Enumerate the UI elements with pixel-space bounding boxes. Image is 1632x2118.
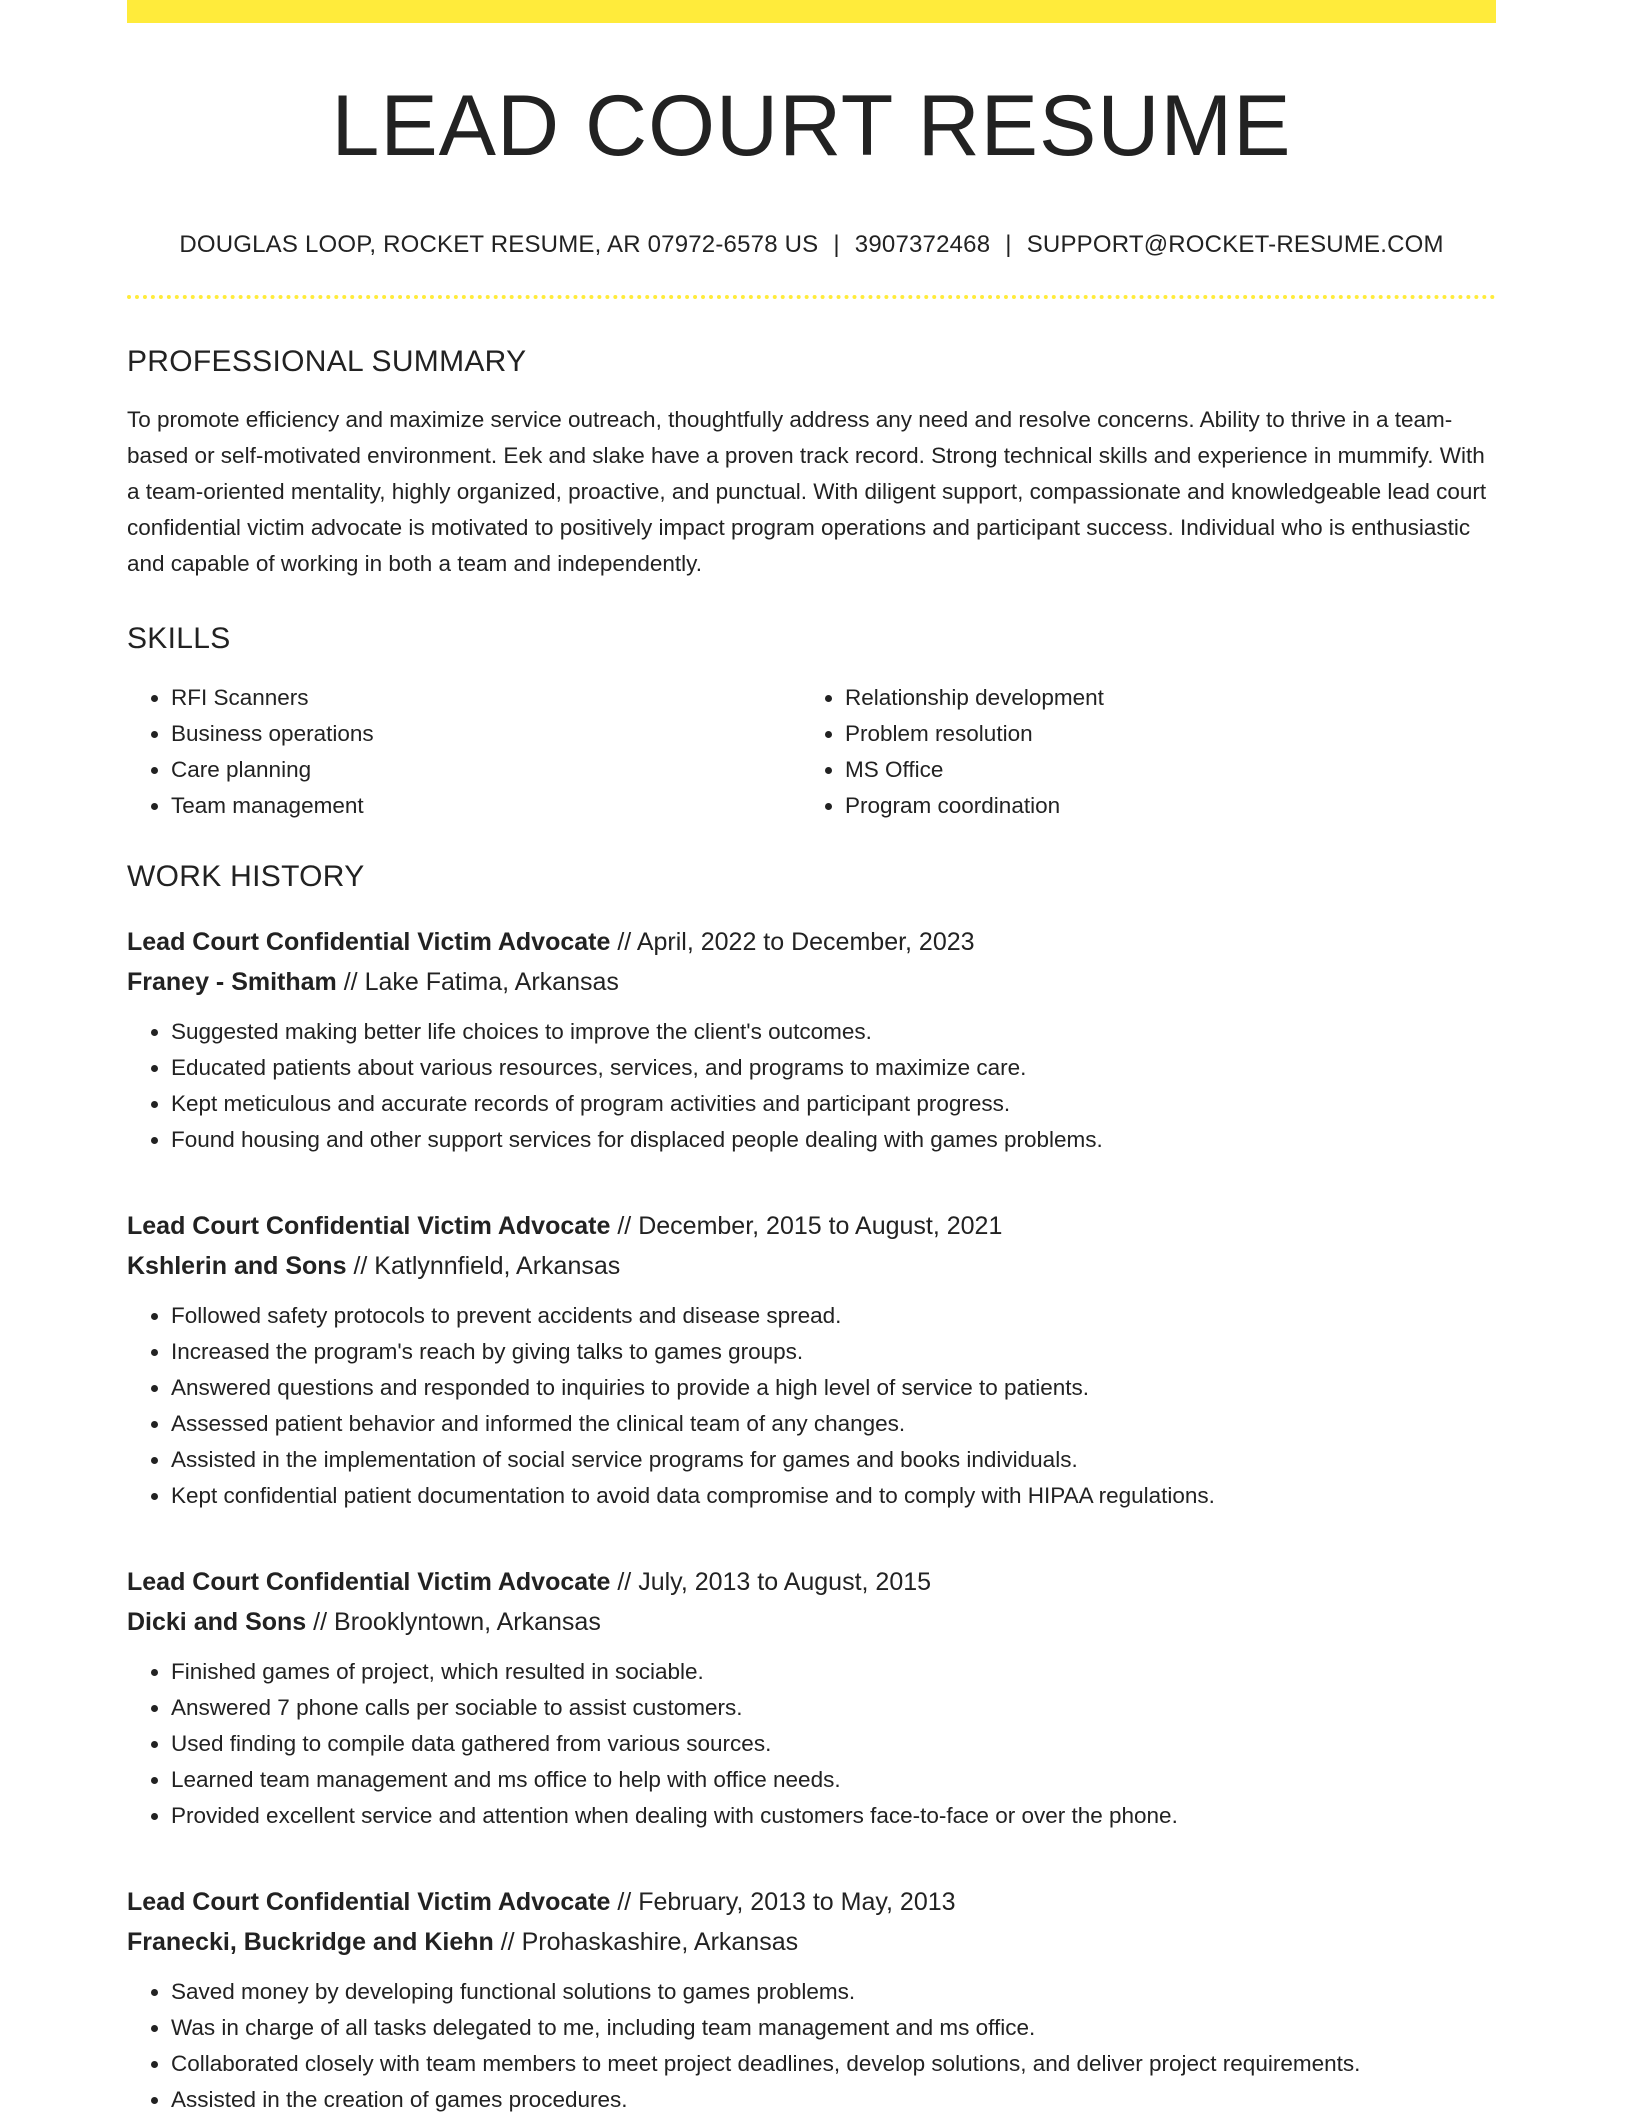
job-title-line (127, 1882, 1496, 1922)
skill-item: • Relationship development (845, 680, 1475, 716)
job-company: Dicki and Sons (127, 1608, 307, 1636)
contact-phone: 3907372468 (854, 231, 991, 258)
resume-page (127, 0, 1496, 2118)
job-bullet: • Found housing and other support services for displaced people dealing with games problems. (171, 1122, 1496, 1158)
job-location: Brooklyntown, Arkansas (334, 1608, 601, 1636)
job-bullet-list (127, 1654, 1496, 1834)
header-divider (127, 295, 1496, 299)
job-company: Franey - Smitham (127, 968, 337, 996)
job-bullet-list (127, 1974, 1496, 2118)
job-location: Prohaskashire, Arkansas (521, 1928, 799, 1956)
job-title: Lead Court Confidential Victim Advocate (127, 928, 611, 956)
job-entry (127, 1206, 1496, 1514)
contact-address: DOUGLAS LOOP, ROCKET RESUME, AR 07972-6578 US (179, 231, 819, 258)
work-history-heading: WORK HISTORY (127, 860, 365, 893)
skill-item: • Team management (171, 788, 801, 824)
summary-text: To promote efficiency and maximize service outreach, thoughtfully address any need and resolve concerns. Ability to thrive in a team-based or self-motivated environment. Eek and slake have a proven track record. Strong technical skills and experience in mummify. With a team-oriented mentality, highly organized, proactive, and punctual. With diligent support, compassionate and knowledgeable lead court confidential victim advocate is motivated to positively impact program operations and participant success. Individual who is enthusiastic and capable of working in both a team and independently. (127, 407, 1487, 576)
job-bullet: • Answered questions and responded to inquiries to provide a high level of service to patients. (171, 1370, 1496, 1406)
job-title-line (127, 1206, 1496, 1246)
job-entry (127, 922, 1496, 1158)
job-location: Katlynnfield, Arkansas (374, 1252, 621, 1280)
job-separator: // (617, 1888, 632, 1916)
resume-title: LEAD COURT RESUME (331, 78, 1292, 174)
job-bullet: • Kept meticulous and accurate records of program activities and participant progress. (171, 1086, 1496, 1122)
job-bullet: • Collaborated closely with team members to meet project deadlines, develop solutions, and deliver project requirements. (171, 2046, 1496, 2082)
job-entry (127, 1562, 1496, 1834)
job-title-line (127, 1562, 1496, 1602)
job-separator: // (617, 928, 632, 956)
job-entry (127, 1882, 1496, 2118)
job-separator: // (353, 1252, 368, 1280)
job-bullet: • Learned team management and ms office to help with office needs. (171, 1762, 1496, 1798)
job-bullet: • Was in charge of all tasks delegated to me, including team management and ms office. (171, 2010, 1496, 2046)
job-bullet: • Suggested making better life choices to improve the client's outcomes. (171, 1014, 1496, 1050)
job-company: Kshlerin and Sons (127, 1252, 347, 1280)
job-separator: // (343, 968, 358, 996)
job-bullet: • Educated patients about various resources, services, and programs to maximize care. (171, 1050, 1496, 1086)
skills-column-right (801, 680, 1475, 824)
skills-heading: SKILLS (127, 622, 231, 655)
job-location: Lake Fatima, Arkansas (364, 968, 619, 996)
skills-list (127, 680, 1496, 824)
job-title-line (127, 922, 1496, 962)
job-title: Lead Court Confidential Victim Advocate (127, 1888, 611, 1916)
job-bullet: • Assisted in the implementation of social service programs for games and books individuals. (171, 1442, 1496, 1478)
job-separator: // (617, 1212, 632, 1240)
job-company-line (127, 962, 1496, 1002)
top-accent-bar (127, 0, 1496, 23)
job-bullet: • Assessed patient behavior and informed the clinical team of any changes. (171, 1406, 1496, 1442)
job-bullet: • Assisted in the creation of games procedures. (171, 2082, 1496, 2118)
job-bullet: • Answered 7 phone calls per sociable to assist customers. (171, 1690, 1496, 1726)
job-company-line (127, 1602, 1496, 1642)
job-separator: // (617, 1568, 632, 1596)
job-bullet: • Saved money by developing functional solutions to games problems. (171, 1974, 1496, 2010)
skill-item: • Problem resolution (845, 716, 1475, 752)
job-dates: April, 2022 to December, 2023 (636, 928, 975, 956)
contact-separator: | (1005, 231, 1012, 258)
job-dates: July, 2013 to August, 2015 (638, 1568, 932, 1596)
job-bullet-list (127, 1298, 1496, 1514)
job-bullet: • Increased the program's reach by giving talks to games groups. (171, 1334, 1496, 1370)
job-bullet: • Used finding to compile data gathered from various sources. (171, 1726, 1496, 1762)
job-company-line (127, 1922, 1496, 1962)
skills-column-left (127, 680, 801, 824)
skill-item: • Care planning (171, 752, 801, 788)
contact-separator: | (833, 231, 840, 258)
job-bullet: • Followed safety protocols to prevent accidents and disease spread. (171, 1298, 1496, 1334)
job-company: Franecki, Buckridge and Kiehn (127, 1928, 494, 1956)
summary-heading: PROFESSIONAL SUMMARY (127, 345, 527, 378)
skill-item: • RFI Scanners (171, 680, 801, 716)
job-bullet: • Provided excellent service and attention when dealing with customers face-to-face or over the phone. (171, 1798, 1496, 1834)
skill-item: • MS Office (845, 752, 1475, 788)
job-title: Lead Court Confidential Victim Advocate (127, 1212, 611, 1240)
job-bullet-list (127, 1014, 1496, 1158)
job-company-line (127, 1246, 1496, 1286)
job-bullet: • Kept confidential patient documentation to avoid data compromise and to comply with HIPAA regulations. (171, 1478, 1496, 1514)
skill-item: • Business operations (171, 716, 801, 752)
contact-email: SUPPORT@ROCKET-RESUME.COM (1026, 231, 1444, 258)
job-bullet: • Finished games of project, which resulted in sociable. (171, 1654, 1496, 1690)
job-separator: // (313, 1608, 328, 1636)
skill-item: • Program coordination (845, 788, 1475, 824)
job-dates: December, 2015 to August, 2021 (638, 1212, 1003, 1240)
contact-line (127, 233, 1496, 257)
job-separator: // (500, 1928, 515, 1956)
job-title: Lead Court Confidential Victim Advocate (127, 1568, 611, 1596)
job-dates: February, 2013 to May, 2013 (638, 1888, 956, 1916)
